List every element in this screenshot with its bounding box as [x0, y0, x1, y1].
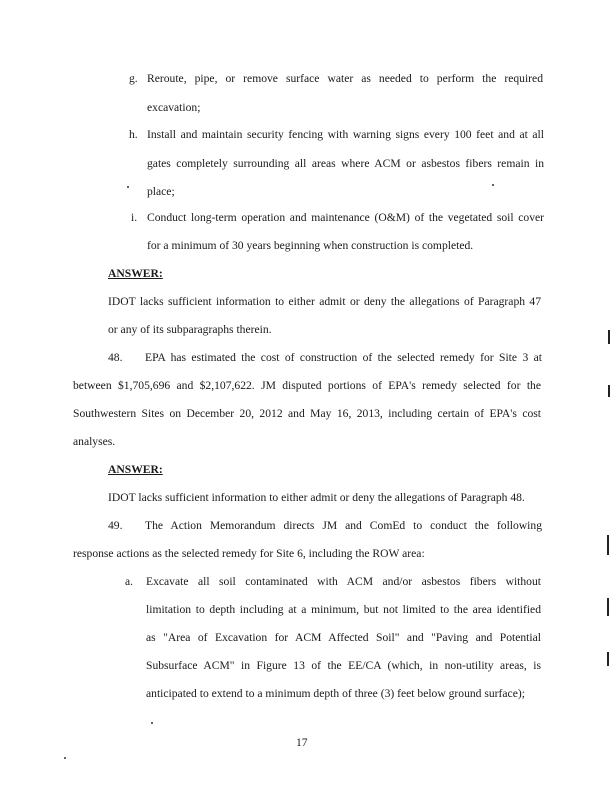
item-i-line-2: for a minimum of 30 years beginning when construction is completed. [147, 239, 474, 252]
scan-artifact-dot [127, 186, 129, 188]
item-a-line-3: as "Area of Excavation for ACM Affected Soil" and "Paving and Potential [146, 631, 541, 644]
paragraph-49-line-1: The Action Memorandum directs JM and ComEd to conduct the following [145, 519, 542, 532]
item-h-line-2: gates completely surrounding all areas where ACM or asbestos fibers remain in [147, 157, 544, 170]
item-a-line-4: Subsurface ACM" in Figure 13 of the EE/CA (which, in non-utility areas, is [146, 659, 541, 672]
scan-artifact-mark [607, 535, 609, 555]
item-g-line-2: excavation; [147, 101, 201, 114]
answer-heading-1: ANSWER: [108, 267, 163, 280]
scan-artifact-mark [607, 652, 609, 666]
scan-artifact-dot [151, 722, 153, 724]
item-i-label: i. [131, 211, 138, 224]
paragraph-48-line-1: EPA has estimated the cost of construction of the selected remedy for Site 3 at [145, 351, 542, 364]
answer-2-line-1: IDOT lacks sufficient information to either admit or deny the allegations of Paragraph 48. [108, 491, 525, 504]
item-a-line-2: limitation to depth including at a minimum, but not limited to the area identified [146, 603, 541, 616]
paragraph-48-line-4: analyses. [73, 435, 116, 448]
item-h-line-3: place; [147, 185, 175, 198]
item-h-line-1: Install and maintain security fencing with warning signs every 100 feet and at all [147, 128, 544, 141]
answer-1-line-1: IDOT lacks sufficient information to either admit or deny the allegations of Paragraph 47 [108, 295, 541, 308]
paragraph-48-line-2: between $1,705,696 and $2,107,622. JM disputed portions of EPA's remedy selected for the [73, 379, 541, 392]
scan-artifact-mark [607, 598, 609, 616]
scan-artifact-mark [608, 385, 610, 397]
scan-artifact-dot [492, 184, 494, 186]
item-a-line-5: anticipated to extend to a minimum depth of three (3) feet below ground surface); [146, 687, 525, 700]
answer-1-line-2: or any of its subparagraphs therein. [108, 323, 272, 336]
paragraph-48-number: 48. [108, 351, 123, 364]
item-i-line-1: Conduct long-term operation and maintenance (O&M) of the vegetated soil cover [147, 211, 544, 224]
item-h-label: h. [129, 128, 138, 141]
answer-heading-2: ANSWER: [108, 463, 163, 476]
paragraph-49-line-2: response actions as the selected remedy for Site 6, including the ROW area: [73, 547, 425, 560]
item-a-line-1: Excavate all soil contaminated with ACM and/or asbestos fibers without [146, 575, 541, 588]
page-number: 17 [296, 736, 308, 749]
item-g-line-1: Reroute, pipe, or remove surface water as needed to perform the required [147, 72, 543, 85]
scan-artifact-mark [608, 330, 610, 344]
paragraph-48-line-3: Southwestern Sites on December 20, 2012 and May 16, 2013, including certain of EPA's cost [73, 407, 541, 420]
item-a-label: a. [125, 575, 134, 588]
scan-artifact-dot [64, 757, 66, 759]
paragraph-49-number: 49. [108, 519, 123, 532]
item-g-label: g. [129, 72, 138, 85]
